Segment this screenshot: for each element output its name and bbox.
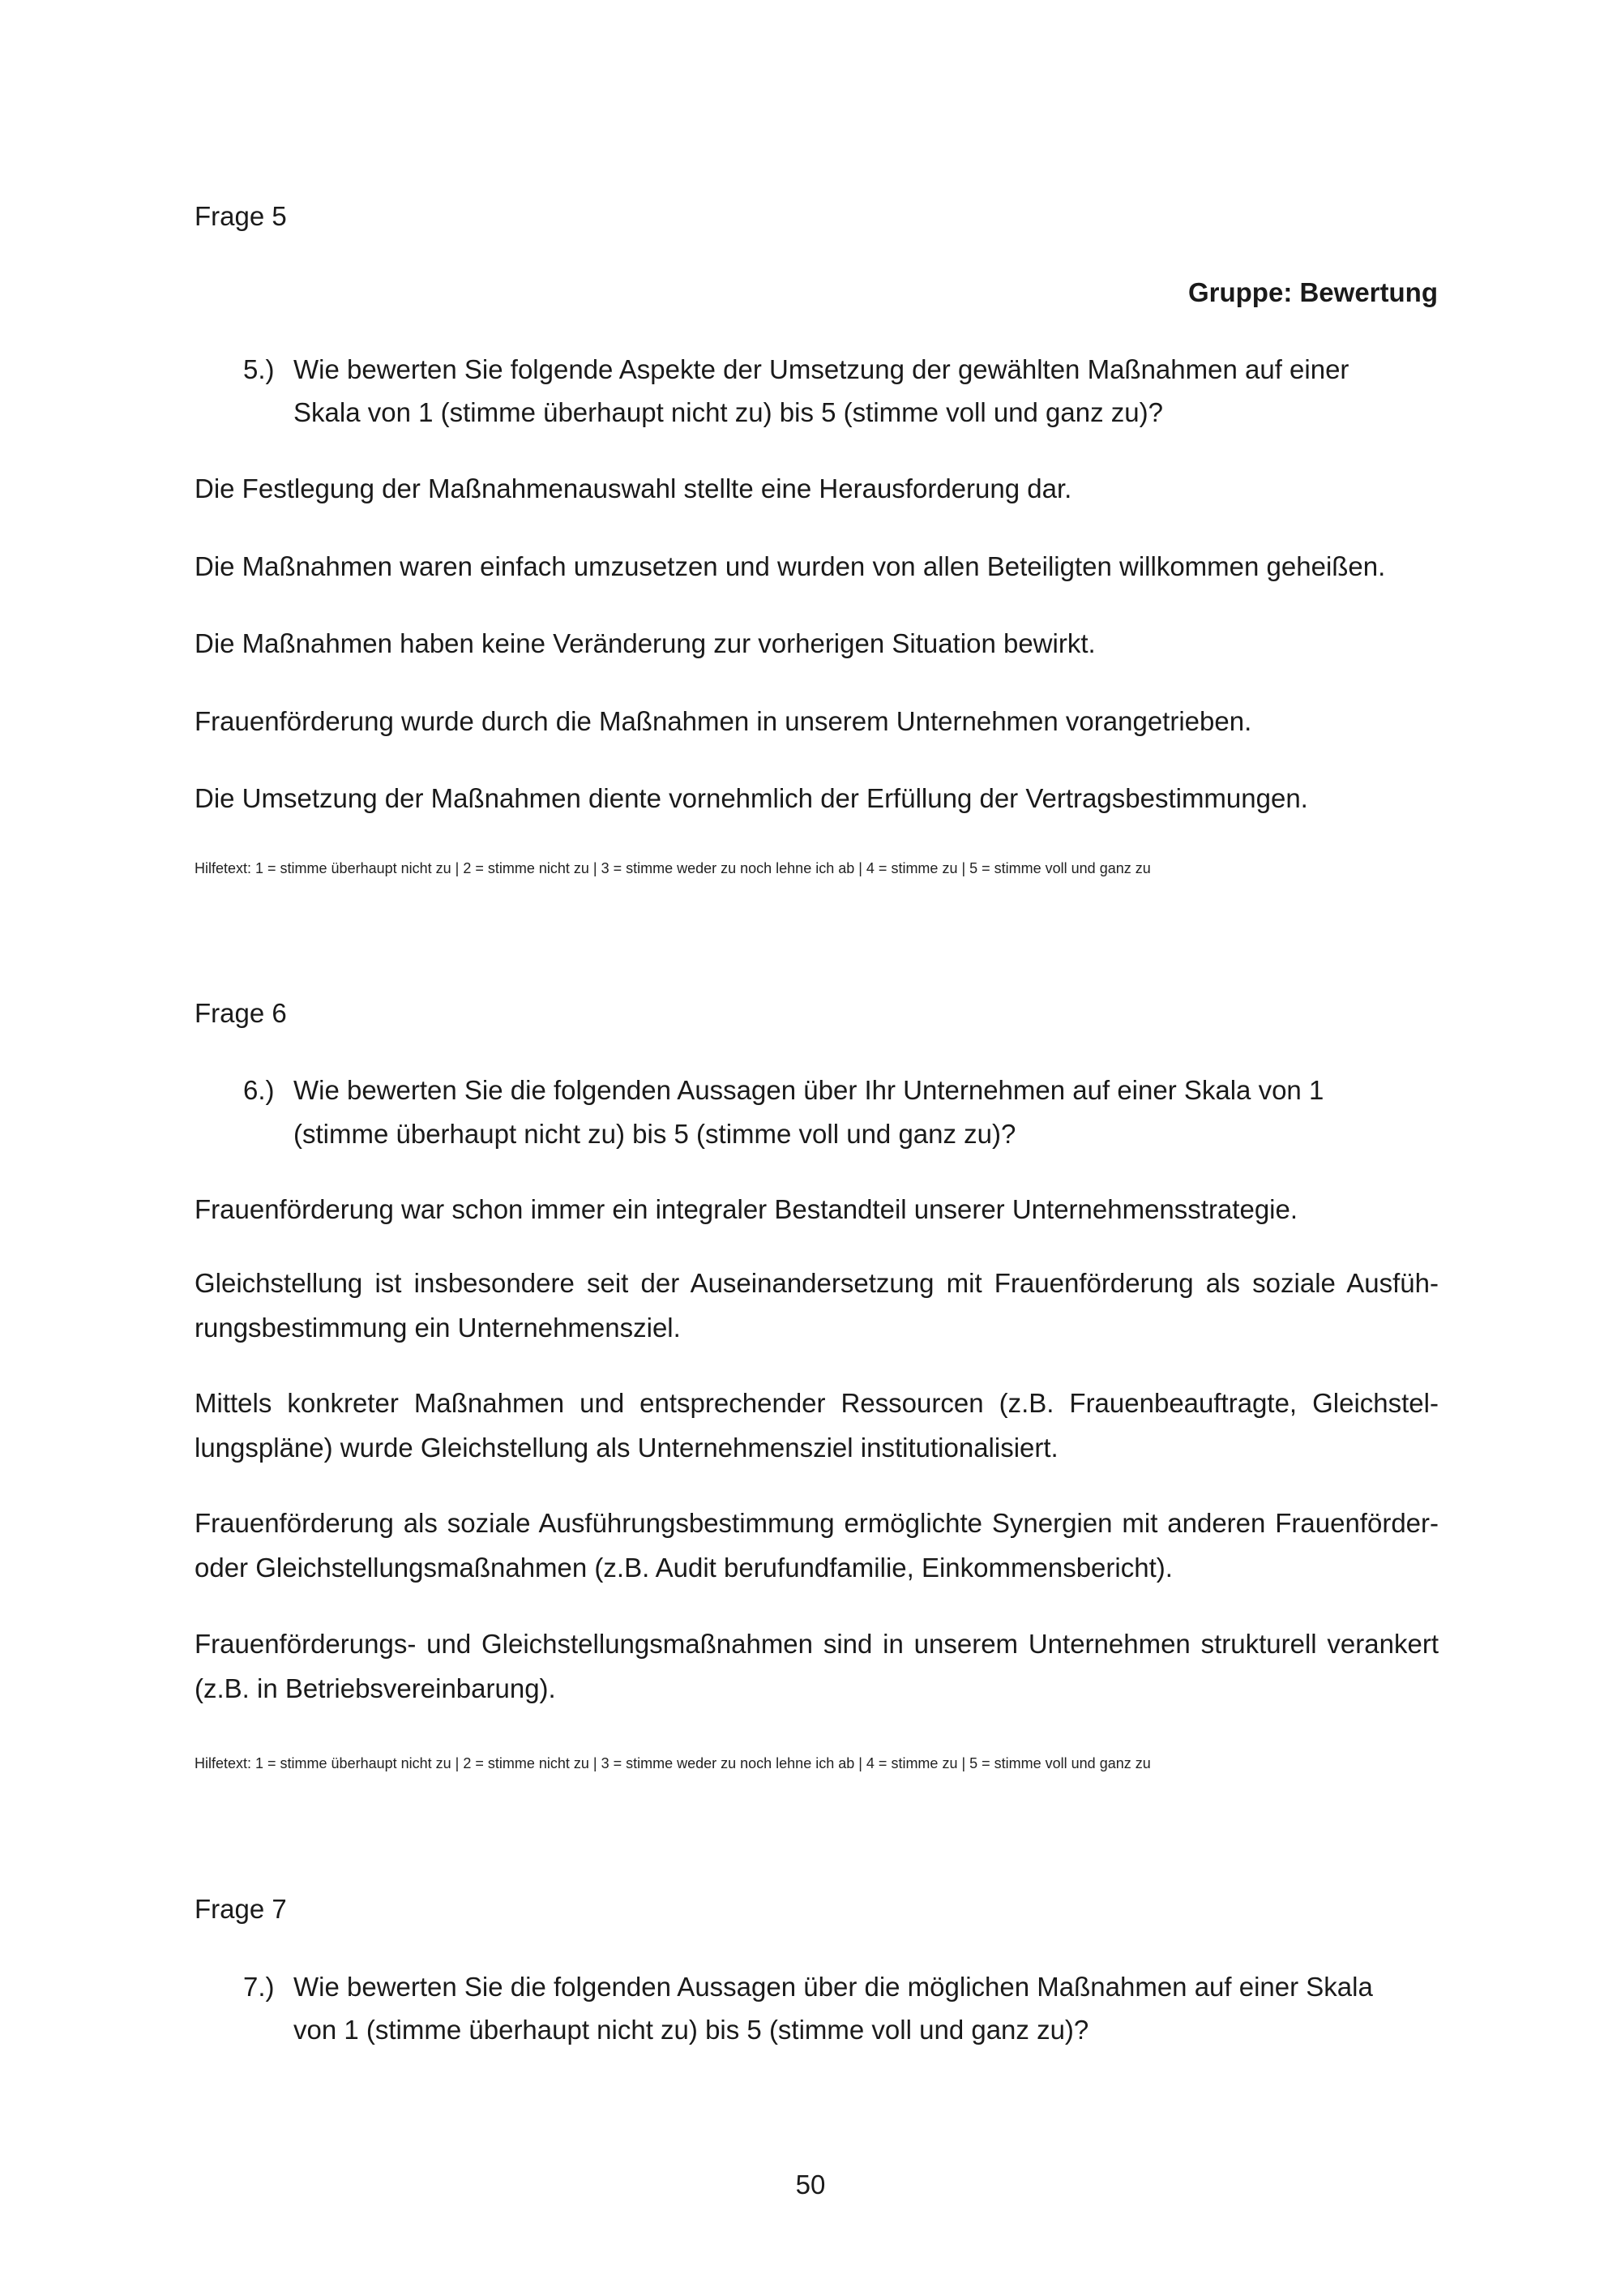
question-7-text-line-2: von 1 (stimme überhaupt nicht zu) bis 5 (stimme voll und ganz zu)? [293,2015,1089,2045]
question-5-text-line-2: Skala von 1 (stimme überhaupt nicht zu) bis 5 (stimme voll und ganz zu)? [293,397,1163,427]
statement-item: Frauenförderung wurde durch die Maßnahmen in unserem Unternehmen vorangetrieben. [195,706,1252,736]
statement-item: Frauenförderungs- und Gleichstellungsmaßnahmen sind in unserem Unternehmen strukturell verankert (z.B. in Betriebsvereinbarung). [195,1629,1439,1703]
question-6-label: Frage 6 [195,998,287,1028]
statement-item: Die Umsetzung der Maßnahmen diente vornehmlich der Erfüllung der Vertragsbestimmungen. [195,783,1308,813]
statement-item: Die Maßnahmen haben keine Veränderung zur vorherigen Situation bewirkt. [195,628,1096,658]
page-number: 50 [795,2170,826,2200]
question-5-text-line-1: Wie bewerten Sie folgende Aspekte der Umsetzung der gewählten Maßnahmen auf einer [293,354,1349,384]
statement-item: Die Maßnahmen waren einfach umzusetzen und wurden von allen Beteiligten willkommen geheißen. [195,551,1386,581]
help-text: Hilfetext: 1 = stimme überhaupt nicht zu | 2 = stimme nicht zu | 3 = stimme weder zu noch lehne ich ab | 4 = stimme zu | 5 = stimme voll und ganz zu [195,1755,1151,1771]
statement-item: Die Festlegung der Maßnahmenauswahl stellte eine Herausforderung dar. [195,473,1072,503]
question-7-number: 7.) [243,1972,275,2002]
help-text: Hilfetext: 1 = stimme überhaupt nicht zu | 2 = stimme nicht zu | 3 = stimme weder zu noch lehne ich ab | 4 = stimme zu | 5 = stimme voll und ganz zu [195,860,1151,876]
group-heading: Gruppe: Bewertung [1187,277,1438,307]
question-7-text-line-1: Wie bewerten Sie die folgenden Aussagen über die möglichen Maßnahmen auf einer Skala [293,1972,1373,2002]
question-6-text-line-2: (stimme überhaupt nicht zu) bis 5 (stimme voll und ganz zu)? [293,1119,1016,1149]
question-6-text-line-1: Wie bewerten Sie die folgenden Aussagen über Ihr Unternehmen auf einer Skala von 1 [293,1075,1324,1105]
statement-item: Frauenförderung war schon immer ein integraler Bestandteil unserer Unternehmensstrategie. [195,1194,1298,1224]
question-5-number: 5.) [243,354,275,384]
statement-item: Gleichstellung ist insbesondere seit der Auseinandersetzung mit Frauenförderung als soziale Ausführungsbestimmung ein Unternehmensziel. [195,1268,1439,1343]
statement-item: Frauenförderung als soziale Ausführungsbestimmung ermöglichte Synergien mit anderen Frauenförder- oder Gleichstellungsmaßnahmen (z.B. Audit berufundfamilie, Einkommensbericht). [195,1508,1439,1583]
question-6-number: 6.) [243,1075,275,1105]
question-7-label: Frage 7 [195,1894,287,1924]
statement-item: Mittels konkreter Maßnahmen und entsprechender Ressourcen (z.B. Frauenbeauftragte, Gleichstellungspläne) wurde Gleichstellung als Unternehmensziel institutionalisiert. [195,1388,1439,1463]
question-5-label: Frage 5 [195,201,287,231]
